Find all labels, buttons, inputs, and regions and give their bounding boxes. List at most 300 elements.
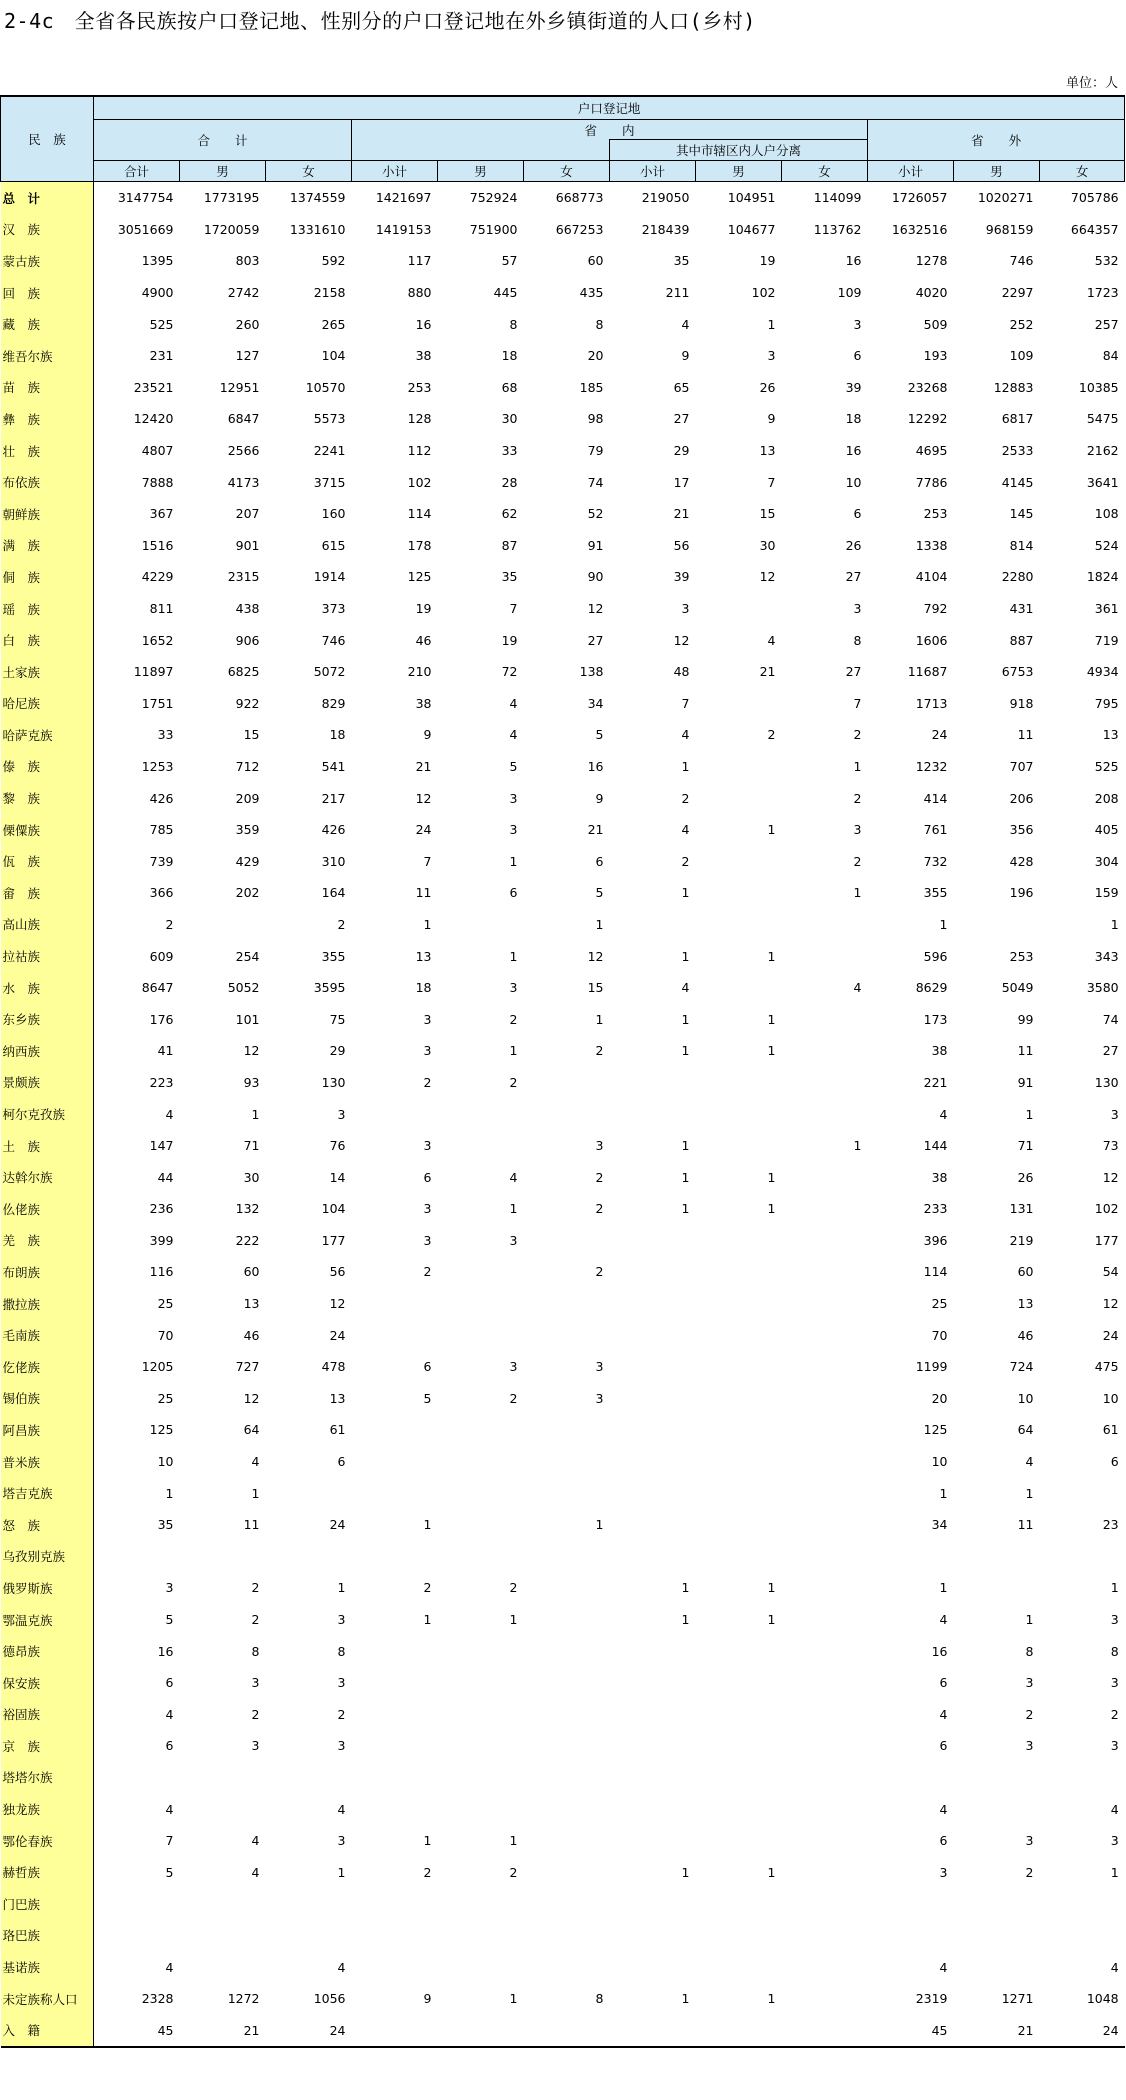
value-cell [782, 1983, 868, 2015]
value-cell [352, 1888, 438, 1920]
value-cell: 3 [423, 1232, 432, 1248]
value-cell: 6 [853, 348, 862, 364]
table-row [1, 1130, 1125, 1162]
value-cell: 64 [243, 1422, 260, 1438]
value-cell: 609 [149, 948, 174, 964]
ethnic-name: 苗 族 [1, 372, 94, 404]
value-cell: 13 [759, 443, 776, 459]
table-row [1, 1193, 1125, 1225]
value-cell: 24 [415, 822, 432, 838]
ethnic-name: 畲 族 [1, 877, 94, 909]
value-cell: 3 [337, 1106, 346, 1122]
value-cell: 12 [415, 790, 432, 806]
value-cell [782, 909, 868, 941]
value-cell: 8 [509, 316, 518, 332]
value-cell: 3 [595, 1390, 604, 1406]
value-cell [1040, 1888, 1125, 1920]
value-cell: 12 [1102, 1296, 1119, 1312]
value-cell: 1 [595, 916, 604, 932]
value-cell: 61 [329, 1422, 346, 1438]
value-cell: 707 [1009, 758, 1034, 774]
value-cell: 304 [1094, 853, 1119, 869]
value-cell: 24 [1040, 2014, 1125, 2047]
value-cell: 74 [587, 474, 604, 490]
value-cell [954, 1793, 1040, 1825]
sub-header-cell: 男 [954, 161, 1040, 182]
value-cell: 8 [251, 1643, 260, 1659]
table-row [1, 1477, 1125, 1509]
value-cell: 438 [235, 601, 260, 617]
table-row [1, 245, 1125, 277]
value-cell: 112 [407, 443, 432, 459]
value-cell: 160 [321, 506, 346, 522]
table-row [1, 1635, 1125, 1667]
value-cell: 3 [595, 1138, 604, 1154]
value-cell [352, 1288, 438, 1320]
value-cell [352, 1667, 438, 1699]
value-cell: 29 [329, 1043, 346, 1059]
value-cell: 1 [681, 1612, 690, 1628]
value-cell: 3 [1025, 1833, 1034, 1849]
value-cell: 4104 [915, 569, 948, 585]
value-cell: 19 [415, 601, 432, 617]
value-cell: 70 [157, 1327, 174, 1343]
value-cell: 525 [1094, 758, 1119, 774]
value-cell: 3 [1110, 1106, 1119, 1122]
value-cell: 1 [767, 1580, 776, 1596]
value-cell: 13 [415, 948, 432, 964]
value-cell: 1232 [915, 758, 948, 774]
value-cell: 3 [509, 790, 518, 806]
ethnic-name: 傈僳族 [1, 814, 94, 846]
value-cell: 253 [1009, 948, 1034, 964]
value-cell: 7786 [915, 474, 948, 490]
value-cell: 509 [923, 316, 948, 332]
value-cell: 12 [243, 1390, 260, 1406]
value-cell: 922 [235, 695, 260, 711]
value-cell [696, 1793, 782, 1825]
table-row [1, 308, 1125, 340]
table-row [1, 1825, 1125, 1857]
value-cell [696, 1699, 782, 1731]
table-row [1, 1351, 1125, 1383]
ethnic-name: 壮 族 [1, 435, 94, 467]
value-cell: 202 [235, 885, 260, 901]
value-cell: 4934 [1086, 664, 1119, 680]
ethnic-name: 拉祜族 [1, 940, 94, 972]
table-row [1, 814, 1125, 846]
value-cell: 11 [243, 1517, 260, 1533]
value-cell: 15 [759, 506, 776, 522]
value-cell: 30 [759, 537, 776, 553]
value-cell: 1 [509, 1833, 518, 1849]
value-cell: 1 [767, 822, 776, 838]
value-cell: 10 [157, 1454, 174, 1470]
value-cell: 8 [595, 1991, 604, 2007]
value-cell: 1419153 [375, 221, 432, 237]
value-cell: 785 [149, 822, 174, 838]
value-cell [352, 1951, 438, 1983]
value-cell [524, 1446, 610, 1478]
value-cell: 16 [415, 316, 432, 332]
table-row [1, 1699, 1125, 1731]
value-cell: 12420 [133, 411, 174, 427]
value-cell: 208 [1094, 790, 1119, 806]
value-cell: 1 [509, 853, 518, 869]
value-cell: 35 [501, 569, 518, 585]
value-cell: 2 [423, 1864, 432, 1880]
value-cell: 11 [415, 885, 432, 901]
table-row [1, 845, 1125, 877]
value-cell: 12 [329, 1296, 346, 1312]
value-cell [438, 1635, 524, 1667]
value-cell [438, 1414, 524, 1446]
value-cell: 6753 [1001, 664, 1034, 680]
value-cell: 12 [587, 948, 604, 964]
value-cell: 396 [923, 1232, 948, 1248]
value-cell: 1 [423, 916, 432, 932]
value-cell: 356 [1009, 822, 1034, 838]
value-cell: 4 [337, 1801, 346, 1817]
table-row [1, 1098, 1125, 1130]
value-cell: 4 [939, 1959, 948, 1975]
value-cell: 1 [939, 916, 948, 932]
value-cell: 25 [157, 1296, 174, 1312]
value-cell [782, 1383, 868, 1415]
value-cell: 1 [853, 885, 862, 901]
ethnic-name: 景颇族 [1, 1067, 94, 1099]
value-cell [954, 1951, 1040, 1983]
value-cell: 6817 [1001, 411, 1034, 427]
value-cell: 206 [1009, 790, 1034, 806]
ethnic-name: 基诺族 [1, 1951, 94, 1983]
sub-header-cell: 女 [266, 161, 352, 182]
value-cell: 1 [681, 1011, 690, 1027]
value-cell: 811 [149, 601, 174, 617]
table-row [1, 403, 1125, 435]
value-cell: 968159 [985, 221, 1034, 237]
value-cell: 3 [423, 1201, 432, 1217]
value-cell [782, 1856, 868, 1888]
value-cell: 399 [149, 1232, 174, 1248]
value-cell: 173 [923, 1011, 948, 1027]
value-cell: 12 [673, 632, 690, 648]
value-cell: 185 [579, 379, 604, 395]
value-cell [352, 2014, 438, 2047]
value-cell [610, 1098, 696, 1130]
value-cell [696, 1414, 782, 1446]
table-row [1, 1319, 1125, 1351]
value-cell [868, 1762, 954, 1794]
value-cell: 1773195 [203, 190, 260, 206]
value-cell: 159 [1094, 885, 1119, 901]
value-cell [524, 1730, 610, 1762]
value-cell: 1 [681, 1991, 690, 2007]
value-cell: 30 [243, 1169, 260, 1185]
value-cell: 10 [845, 474, 862, 490]
ethnic-name: 门巴族 [1, 1888, 94, 1920]
value-cell: 9 [681, 348, 690, 364]
table-row [1, 1730, 1125, 1762]
sub-header-cell: 小计 [868, 161, 954, 182]
ethnic-name: 侗 族 [1, 561, 94, 593]
value-cell: 34 [931, 1517, 948, 1533]
value-cell: 367 [149, 506, 174, 522]
value-cell: 1 [1025, 1106, 1034, 1122]
value-cell [782, 1762, 868, 1794]
value-cell [696, 593, 782, 625]
value-cell [438, 909, 524, 941]
value-cell: 93 [243, 1074, 260, 1090]
value-cell: 1 [681, 1169, 690, 1185]
value-cell: 23521 [133, 379, 174, 395]
value-cell [266, 1762, 352, 1794]
value-cell: 1 [1025, 1485, 1034, 1501]
value-cell: 1 [509, 1201, 518, 1217]
value-cell: 2 [423, 1074, 432, 1090]
value-cell: 1 [337, 1580, 346, 1596]
value-cell [696, 1256, 782, 1288]
value-cell: 6825 [227, 664, 260, 680]
value-cell: 128 [407, 411, 432, 427]
value-cell: 2 [681, 790, 690, 806]
ethnic-name: 京 族 [1, 1730, 94, 1762]
value-cell [352, 1446, 438, 1478]
value-cell: 125 [149, 1422, 174, 1438]
value-cell: 35 [157, 1517, 174, 1533]
value-cell: 1272 [227, 1991, 260, 2007]
value-cell [696, 1067, 782, 1099]
value-cell: 4173 [227, 474, 260, 490]
value-cell: 25 [931, 1296, 948, 1312]
value-cell [524, 1319, 610, 1351]
value-cell: 2533 [1001, 443, 1034, 459]
table-row [1, 877, 1125, 909]
total-header: 合 计 [94, 120, 352, 161]
value-cell: 177 [1094, 1232, 1119, 1248]
value-cell: 1056 [313, 1991, 346, 2007]
value-cell: 5 [595, 885, 604, 901]
value-cell: 2 [595, 1169, 604, 1185]
value-cell [352, 1477, 438, 1509]
value-cell: 219 [1009, 1232, 1034, 1248]
value-cell: 1 [681, 1043, 690, 1059]
value-cell: 2 [509, 1390, 518, 1406]
value-cell: 2 [853, 853, 862, 869]
value-cell [782, 1951, 868, 1983]
value-cell: 11 [1017, 1043, 1034, 1059]
table-row [1, 561, 1125, 593]
value-cell: 7888 [141, 474, 174, 490]
value-cell [524, 1888, 610, 1920]
value-cell: 221 [923, 1074, 948, 1090]
table-row [1, 1983, 1125, 2015]
value-cell: 2 [509, 1580, 518, 1596]
value-cell [696, 1888, 782, 1920]
value-cell: 4 [681, 980, 690, 996]
value-cell: 222 [235, 1232, 260, 1248]
value-cell: 8 [595, 316, 604, 332]
value-cell [696, 1446, 782, 1478]
value-cell [438, 1098, 524, 1130]
table-row [1, 1256, 1125, 1288]
value-cell [180, 909, 266, 941]
value-cell [696, 1730, 782, 1762]
value-cell: 68 [501, 379, 518, 395]
table-row [1, 1067, 1125, 1099]
value-cell: 252 [1009, 316, 1034, 332]
ethnic-name: 总 计 [1, 182, 94, 214]
ethnic-name: 纳西族 [1, 1035, 94, 1067]
value-cell: 431 [1009, 601, 1034, 617]
value-cell: 3 [337, 1675, 346, 1691]
value-cell [438, 1793, 524, 1825]
value-cell: 724 [1009, 1359, 1034, 1375]
value-cell: 3 [853, 822, 862, 838]
value-cell: 2566 [227, 443, 260, 459]
value-cell: 11 [1017, 1517, 1034, 1533]
ethnic-name: 东乡族 [1, 1003, 94, 1035]
value-cell: 1 [681, 1580, 690, 1596]
value-cell: 7 [423, 853, 432, 869]
value-cell: 1 [423, 1612, 432, 1628]
value-cell: 56 [673, 537, 690, 553]
value-cell: 114099 [813, 190, 862, 206]
value-cell [610, 1446, 696, 1478]
value-cell: 2 [595, 1043, 604, 1059]
value-cell [266, 1888, 352, 1920]
value-cell [696, 1635, 782, 1667]
value-cell: 918 [1009, 695, 1034, 711]
value-cell [94, 1888, 180, 1920]
value-cell: 667253 [555, 221, 604, 237]
value-cell: 8 [853, 632, 862, 648]
value-cell [524, 2014, 610, 2047]
value-cell [438, 1319, 524, 1351]
value-cell: 5049 [1001, 980, 1034, 996]
value-cell: 426 [149, 790, 174, 806]
value-cell: 218439 [641, 221, 690, 237]
value-cell: 3147754 [117, 190, 174, 206]
value-cell: 15 [587, 980, 604, 996]
value-cell: 1048 [1086, 1991, 1119, 2007]
value-cell: 359 [235, 822, 260, 838]
value-cell: 21 [415, 758, 432, 774]
value-cell [524, 1604, 610, 1636]
value-cell: 4 [509, 1169, 518, 1185]
value-cell: 71 [243, 1138, 260, 1154]
value-cell: 253 [407, 379, 432, 395]
value-cell [352, 1541, 438, 1573]
ethnic-name: 回 族 [1, 277, 94, 309]
value-cell: 2 [853, 790, 862, 806]
value-cell: 70 [931, 1327, 948, 1343]
value-cell: 39 [673, 569, 690, 585]
value-cell: 1 [767, 1043, 776, 1059]
value-cell: 145 [1009, 506, 1034, 522]
value-cell: 2742 [227, 285, 260, 301]
value-cell: 46 [1017, 1327, 1034, 1343]
ethnic-name: 汉 族 [1, 214, 94, 246]
value-cell [782, 1541, 868, 1573]
value-cell: 1652 [141, 632, 174, 648]
value-cell: 91 [1017, 1074, 1034, 1090]
value-cell: 21 [954, 2014, 1040, 2047]
value-cell: 2 [251, 1612, 260, 1628]
value-cell [524, 1825, 610, 1857]
value-cell: 1713 [915, 695, 948, 711]
value-cell: 25 [157, 1390, 174, 1406]
value-cell: 2 [767, 727, 776, 743]
value-cell [352, 1730, 438, 1762]
value-cell [352, 1699, 438, 1731]
table-row [1, 1288, 1125, 1320]
value-cell: 13 [1017, 1296, 1034, 1312]
value-cell [696, 688, 782, 720]
value-cell: 2 [853, 727, 862, 743]
value-cell: 4 [1110, 1959, 1119, 1975]
value-cell [524, 1920, 610, 1952]
value-cell: 5 [509, 758, 518, 774]
value-cell [610, 1351, 696, 1383]
value-cell [696, 1351, 782, 1383]
value-cell: 3 [251, 1738, 260, 1754]
value-cell: 98 [587, 411, 604, 427]
value-cell: 116 [149, 1264, 174, 1280]
value-cell: 4 [939, 1106, 948, 1122]
value-cell [696, 1951, 782, 1983]
value-cell: 61 [1102, 1422, 1119, 1438]
value-cell: 1 [939, 1485, 948, 1501]
value-cell: 57 [501, 253, 518, 269]
value-cell: 596 [923, 948, 948, 964]
value-cell [438, 1699, 524, 1731]
value-cell: 127 [235, 348, 260, 364]
value-cell: 26 [759, 379, 776, 395]
table-row [1, 1225, 1125, 1257]
value-cell [782, 1477, 868, 1509]
value-cell: 147 [149, 1138, 174, 1154]
value-cell [782, 940, 868, 972]
value-cell: 16 [845, 253, 862, 269]
ethnic-name: 珞巴族 [1, 1920, 94, 1952]
value-cell [94, 1920, 180, 1952]
value-cell: 751900 [469, 221, 518, 237]
value-cell: 719 [1094, 632, 1119, 648]
value-cell [610, 1635, 696, 1667]
value-cell: 6847 [227, 411, 260, 427]
value-cell: 48 [673, 664, 690, 680]
value-cell: 761 [923, 822, 948, 838]
value-cell [438, 1920, 524, 1952]
ethnic-name: 阿昌族 [1, 1414, 94, 1446]
value-cell: 26 [1017, 1169, 1034, 1185]
value-cell: 2 [251, 1580, 260, 1596]
value-cell: 4 [939, 1801, 948, 1817]
value-cell: 361 [1094, 601, 1119, 617]
ethnic-name: 土 族 [1, 1130, 94, 1162]
sub-header-cell: 小计 [610, 161, 696, 182]
value-cell: 56 [329, 1264, 346, 1280]
value-cell [782, 1888, 868, 1920]
table-row [1, 277, 1125, 309]
value-cell: 2 [1110, 1706, 1119, 1722]
value-cell: 113762 [813, 221, 862, 237]
table-row [1, 340, 1125, 372]
value-cell: 4 [767, 632, 776, 648]
ethnic-name: 羌 族 [1, 1225, 94, 1257]
value-cell: 906 [235, 632, 260, 648]
